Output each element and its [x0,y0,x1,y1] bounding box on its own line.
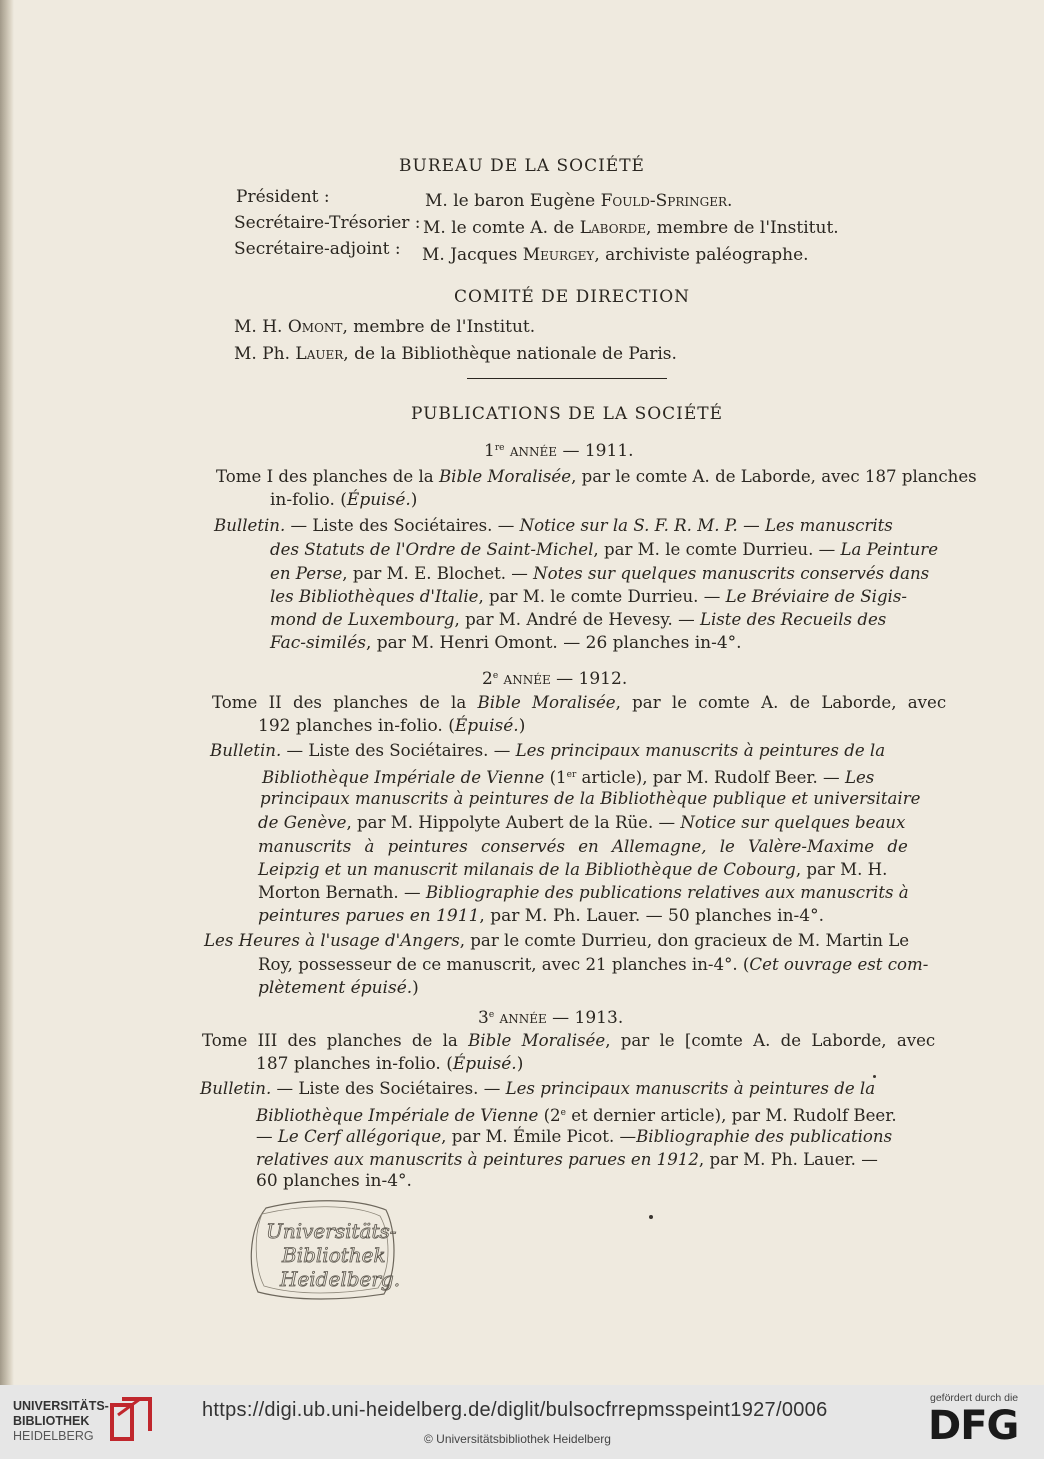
ub-logo-text [13,1399,109,1444]
y1-bulletin-line-4: les Bibliothèques d'Italie, par M. le comte Durrieu. — Le Bréviaire de Sigis- [270,587,907,606]
ub-logo-icon[interactable] [106,1395,156,1445]
dfg-logo[interactable]: DFG [928,1403,1019,1449]
y1-bulletin-line-5: mond de Luxembourg, par M. André de Hevesy. — Liste des Recueils des [270,610,887,629]
copyright-text: © Universitätsbibliothek Heidelberg [424,1432,611,1446]
page-url-link[interactable]: https://digi.ub.uni-heidelberg.de/diglit/bulsocfrrepmsspeint1927/0006 [202,1399,828,1421]
y3-bulletin-line-1: Bulletin. — Liste des Sociétaires. — Les principaux manuscrits à peintures de la [200,1079,876,1098]
year-1-heading: 1re année — 1911. [484,441,634,461]
y3-tome-line-2: 187 planches in-folio. (Épuisé.) [256,1054,524,1074]
y2-tome-line-1: Tome II des planches de la Bible Moralisée, par le comte A. de Laborde, avec [212,693,947,712]
separator-rule [467,378,667,379]
secretary-value: M. le comte A. de Laborde, membre de l'Institut. [423,218,839,238]
president-value: M. le baron Eugène Fould-Springer. [425,191,733,211]
year-3-heading: 3e année — 1913. [478,1008,624,1028]
y2-bulletin-line-3: principaux manuscrits à peintures de la Bibliothèque publique et universitaire [260,789,921,808]
dfg-label: gefördert durch die [930,1392,1019,1404]
comite-member-1: M. H. Omont, membre de l'Institut. [234,317,536,337]
y2-bulletin-line-7: Morton Bernath. — Bibliographie des publications relatives aux manuscrits à [258,883,909,902]
y1-bulletin-line-3: en Perse, par M. E. Blochet. — Notes sur quelques manuscrits conservés dans [270,564,930,583]
library-stamp [246,1200,400,1302]
y1-bulletin-line-6: Fac-similés, par M. Henri Omont. — 26 planches in-4°. [270,633,742,653]
year-2-heading: 2e année — 1912. [482,669,628,689]
y3-tome-line-1: Tome III des planches de la Bible Moralisée, par le [comte A. de Laborde, avec [202,1031,936,1050]
comite-member-2: M. Ph. Lauer, de la Bibliothèque nationale de Paris. [234,344,677,364]
footer-bar [0,1385,1044,1459]
adjoint-value: M. Jacques Meurgey, archiviste paléographe. [422,245,809,265]
ink-spot [649,1215,653,1219]
bureau-heading: BUREAU DE LA SOCIÉTÉ [399,156,645,176]
ub-line-1: UNIVERSITÄTS- [13,1399,109,1413]
y2-bulletin-line-6: Leipzig et un manuscrit milanais de la Bibliothèque de Cobourg, par M. H. [258,860,888,879]
y2-bulletin-line-5: manuscrits à peintures conservés en Allemagne, le Valère-Maxime de [258,837,908,856]
ink-spot [873,1075,876,1078]
y3-bulletin-line-2: Bibliothèque Impériale de Vienne (2e et dernier article), par M. Rudolf Beer. [256,1106,897,1125]
y2-bulletin-line-4: de Genève, par M. Hippolyte Aubert de la Rüe. — Notice sur quelques beaux [258,813,906,832]
y2-bulletin-line-8: peintures parues en 1911, par M. Ph. Lauer. — 50 planches in-4°. [258,906,825,926]
y1-tome-line-1: Tome I des planches de la Bible Moralisée, par le comte A. de Laborde, avec 187 planches [216,467,977,486]
ub-line-3: HEIDELBERG [13,1429,94,1443]
president-label: Président : [236,187,330,207]
y3-bulletin-line-4: relatives aux manuscrits à peintures parues en 1912, par M. Ph. Lauer. — [256,1150,878,1169]
stamp-line-3: Heidelberg. [280,1267,400,1291]
y2-tome-line-2: 192 planches in-folio. (Épuisé.) [258,716,526,736]
y3-bulletin-line-5: 60 planches in-4°. [256,1171,412,1191]
y1-bulletin-line-1: Bulletin. — Liste des Sociétaires. — Notice sur la S. F. R. M. P. — Les manuscrits [214,516,893,535]
stamp-line-1: Universitäts- [266,1219,397,1243]
y2-heures-line-2: Roy, possesseur de ce manuscrit, avec 21 planches in-4°. (Cet ouvrage est com- [258,955,929,974]
y3-bulletin-line-3: — Le Cerf allégorique, par M. Émile Picot. —Bibliographie des publications [256,1127,893,1146]
ub-line-2: BIBLIOTHEK [13,1414,90,1428]
y1-bulletin-line-2: des Statuts de l'Ordre de Saint-Michel, par M. le comte Durrieu. — La Peinture [270,540,939,559]
y2-bulletin-line-1: Bulletin. — Liste des Sociétaires. — Les principaux manuscrits à peintures de la [210,741,886,760]
publications-heading: PUBLICATIONS DE LA SOCIÉTÉ [410,404,724,424]
adjoint-label: Secrétaire-adjoint : [234,239,401,259]
y2-heures-line-1: Les Heures à l'usage d'Angers, par le comte Durrieu, don gracieux de M. Martin Le [204,931,910,950]
y1-tome-line-2: in-folio. (Épuisé.) [270,490,418,510]
stamp-line-2: Bibliothek [282,1243,386,1267]
y2-heures-line-3: plètement épuisé.) [258,978,419,998]
y2-bulletin-line-2: Bibliothèque Impériale de Vienne (1er article), par M. Rudolf Beer. — Les [262,768,875,787]
comite-heading: COMITÉ DE DIRECTION [453,287,691,307]
secretary-label: Secrétaire-Trésorier : [234,213,421,233]
